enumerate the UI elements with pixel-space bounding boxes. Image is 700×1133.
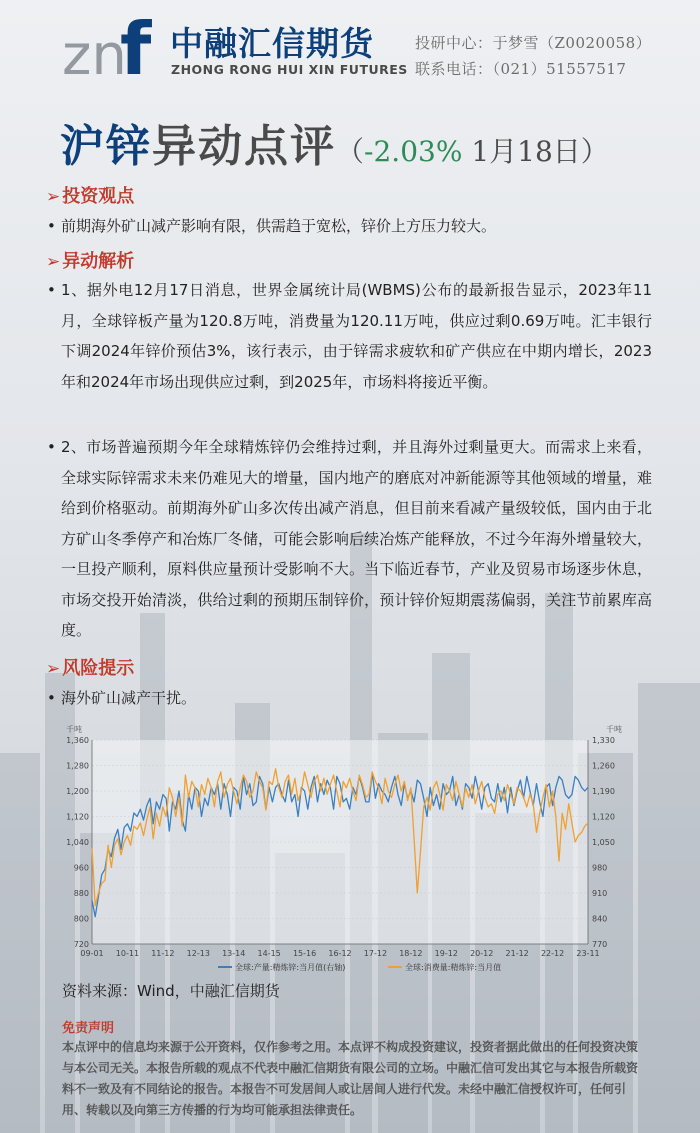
- bullet-dot-icon: •: [47, 689, 56, 707]
- section-heading-view: ➢ 投资观点: [46, 186, 135, 207]
- right-axis-unit: 千吨: [606, 725, 622, 734]
- svg-text:f: f: [120, 8, 152, 82]
- arrow-right-icon: ➢: [46, 252, 61, 272]
- right-tick-label: 1,120: [592, 812, 615, 822]
- zinc-supply-demand-chart: [58, 722, 643, 974]
- title-change-pct: -2.03%: [364, 135, 463, 168]
- list-item: • 前期海外矿山减产影响有限，供需趋于宽松，锌价上方压力较大。: [47, 211, 652, 242]
- x-tick-label: 10-11: [115, 949, 140, 958]
- data-source: 资料来源：Wind，中融汇信期货: [62, 982, 280, 1000]
- left-tick-label: 960: [73, 863, 89, 873]
- phone-info: 联系电话：（021）51557517: [415, 60, 627, 78]
- right-tick-label: 1,260: [592, 761, 615, 771]
- x-tick-label: 11-12: [151, 949, 175, 958]
- right-tick-label: 1,050: [592, 838, 615, 847]
- bullet-dot-icon: •: [47, 217, 56, 235]
- left-tick-label: 880: [73, 889, 89, 898]
- left-tick-label: 1,200: [66, 787, 89, 796]
- x-tick-label: 14-15: [257, 949, 281, 958]
- left-tick-label: 1,280: [66, 761, 89, 771]
- legend-label-1: 全球:产量:精炼锌:当月值(右轴): [235, 963, 346, 972]
- left-tick-label: 1,120: [66, 812, 89, 822]
- x-tick-label: 21-12: [505, 949, 529, 958]
- analyst-info: 投研中心：于梦雪（Z0020058）: [415, 34, 652, 52]
- bullet-dot-icon: •: [47, 281, 56, 299]
- left-tick-label: 800: [73, 914, 89, 924]
- right-tick-label: 980: [592, 863, 608, 873]
- company-name-en: ZHONG RONG HUI XIN FUTURES: [171, 62, 408, 77]
- page-title: [60, 110, 609, 174]
- list-item: • 2、市场普遍预期今年全球精炼锌仍会维持过剩，并且海外过剩量更大。而需求上来看，全球实际锌需求未来仍难见大的增量，国内地产的磨底对冲新能源等其他领域的增量，难给到价格驱动。前期海外矿山多次传出减产消息，但目前来看减产量级较低，国内由于北方矿山冬季停产和冶炼厂冬储，可能会影响后续冶炼产能释放，不过今年海外增量较大，一旦投产顺利，原料供应量预计受影响不大。当下临近春节，产业及贸易市场逐步休息，市场交投开始清淡，供给过剩的预期压制锌价，预计锌价短期震荡偏弱，关注节前累库高度。: [47, 432, 652, 646]
- x-tick-label: 09-01: [80, 949, 104, 958]
- x-tick-label: 12-13: [186, 949, 210, 958]
- bullet-dot-icon: •: [47, 438, 56, 456]
- left-tick-label: 1,360: [66, 736, 89, 745]
- x-tick-label: 15-16: [292, 949, 317, 958]
- x-tick-label: 23-11: [576, 949, 600, 958]
- disclaimer-text: 本点评中的信息均来源于公开资料，仅作参考之用。本点评不构成投资建议，投资者据此做出的任何投资决策与本公司无关。本报告所载的观点不代表中融汇信期货有限公司的立场。中融汇信可发出其它与本报告所载资料不一致及有不同结论的报告。本报告不可发居间人或让居间人进行代发。未经中融汇信授权许可，任何引用、转载以及向第三方传播的行为均可能承担法律责任。: [62, 1040, 639, 1117]
- right-tick-label: 910: [592, 889, 608, 898]
- company-logo-mark: [60, 8, 165, 82]
- x-tick-label: 16-12: [328, 949, 352, 958]
- right-tick-label: 840: [592, 914, 608, 924]
- company-name-cn: 中融汇信期货: [170, 24, 374, 63]
- title-topic: 异动点评: [152, 121, 336, 172]
- title-open-paren: （: [336, 135, 365, 168]
- arrow-right-icon: ➢: [46, 659, 61, 679]
- list-item: • 海外矿山减产干扰。: [47, 683, 652, 714]
- left-tick-label: 1,040: [66, 838, 89, 847]
- left-axis-unit: 千吨: [66, 725, 82, 734]
- right-tick-label: 770: [592, 940, 608, 949]
- section-heading-risk: ➢ 风险提示: [46, 658, 135, 679]
- right-tick-label: 1,190: [592, 787, 615, 796]
- list-item: • 1、据外电12月17日消息，世界金属统计局(WBMS)公布的最新报告显示，2023年11月，全球锌板产量为120.8万吨，消费量为120.11万吨，供应过剩0.69万吨。汇丰银行下调2024年锌价预估3%，该行表示，由于锌需求疲软和矿产供应在中期内增长，2023年和2024年市场出现供应过剩，到2025年，市场料将接近平衡。: [47, 275, 652, 397]
- title-date: 1月18日）: [462, 135, 609, 168]
- arrow-right-icon: ➢: [46, 187, 61, 207]
- disclaimer-title: 免责声明: [62, 1021, 115, 1036]
- x-tick-label: 20-12: [470, 949, 494, 958]
- x-tick-label: 22-12: [540, 949, 565, 958]
- section-heading-analysis: ➢ 异动解析: [46, 251, 135, 272]
- svg-text:zn: zn: [62, 23, 127, 82]
- title-product: 沪锌: [60, 121, 152, 172]
- x-tick-label: 13-14: [222, 949, 246, 958]
- x-tick-label: 18-12: [399, 949, 423, 958]
- left-tick-label: 720: [73, 940, 89, 949]
- x-tick-label: 17-12: [363, 949, 388, 958]
- right-tick-label: 1,330: [592, 736, 615, 745]
- legend-label-2: 全球:消费量:精炼锌:当月值: [405, 963, 502, 972]
- x-tick-label: 19-12: [434, 949, 458, 958]
